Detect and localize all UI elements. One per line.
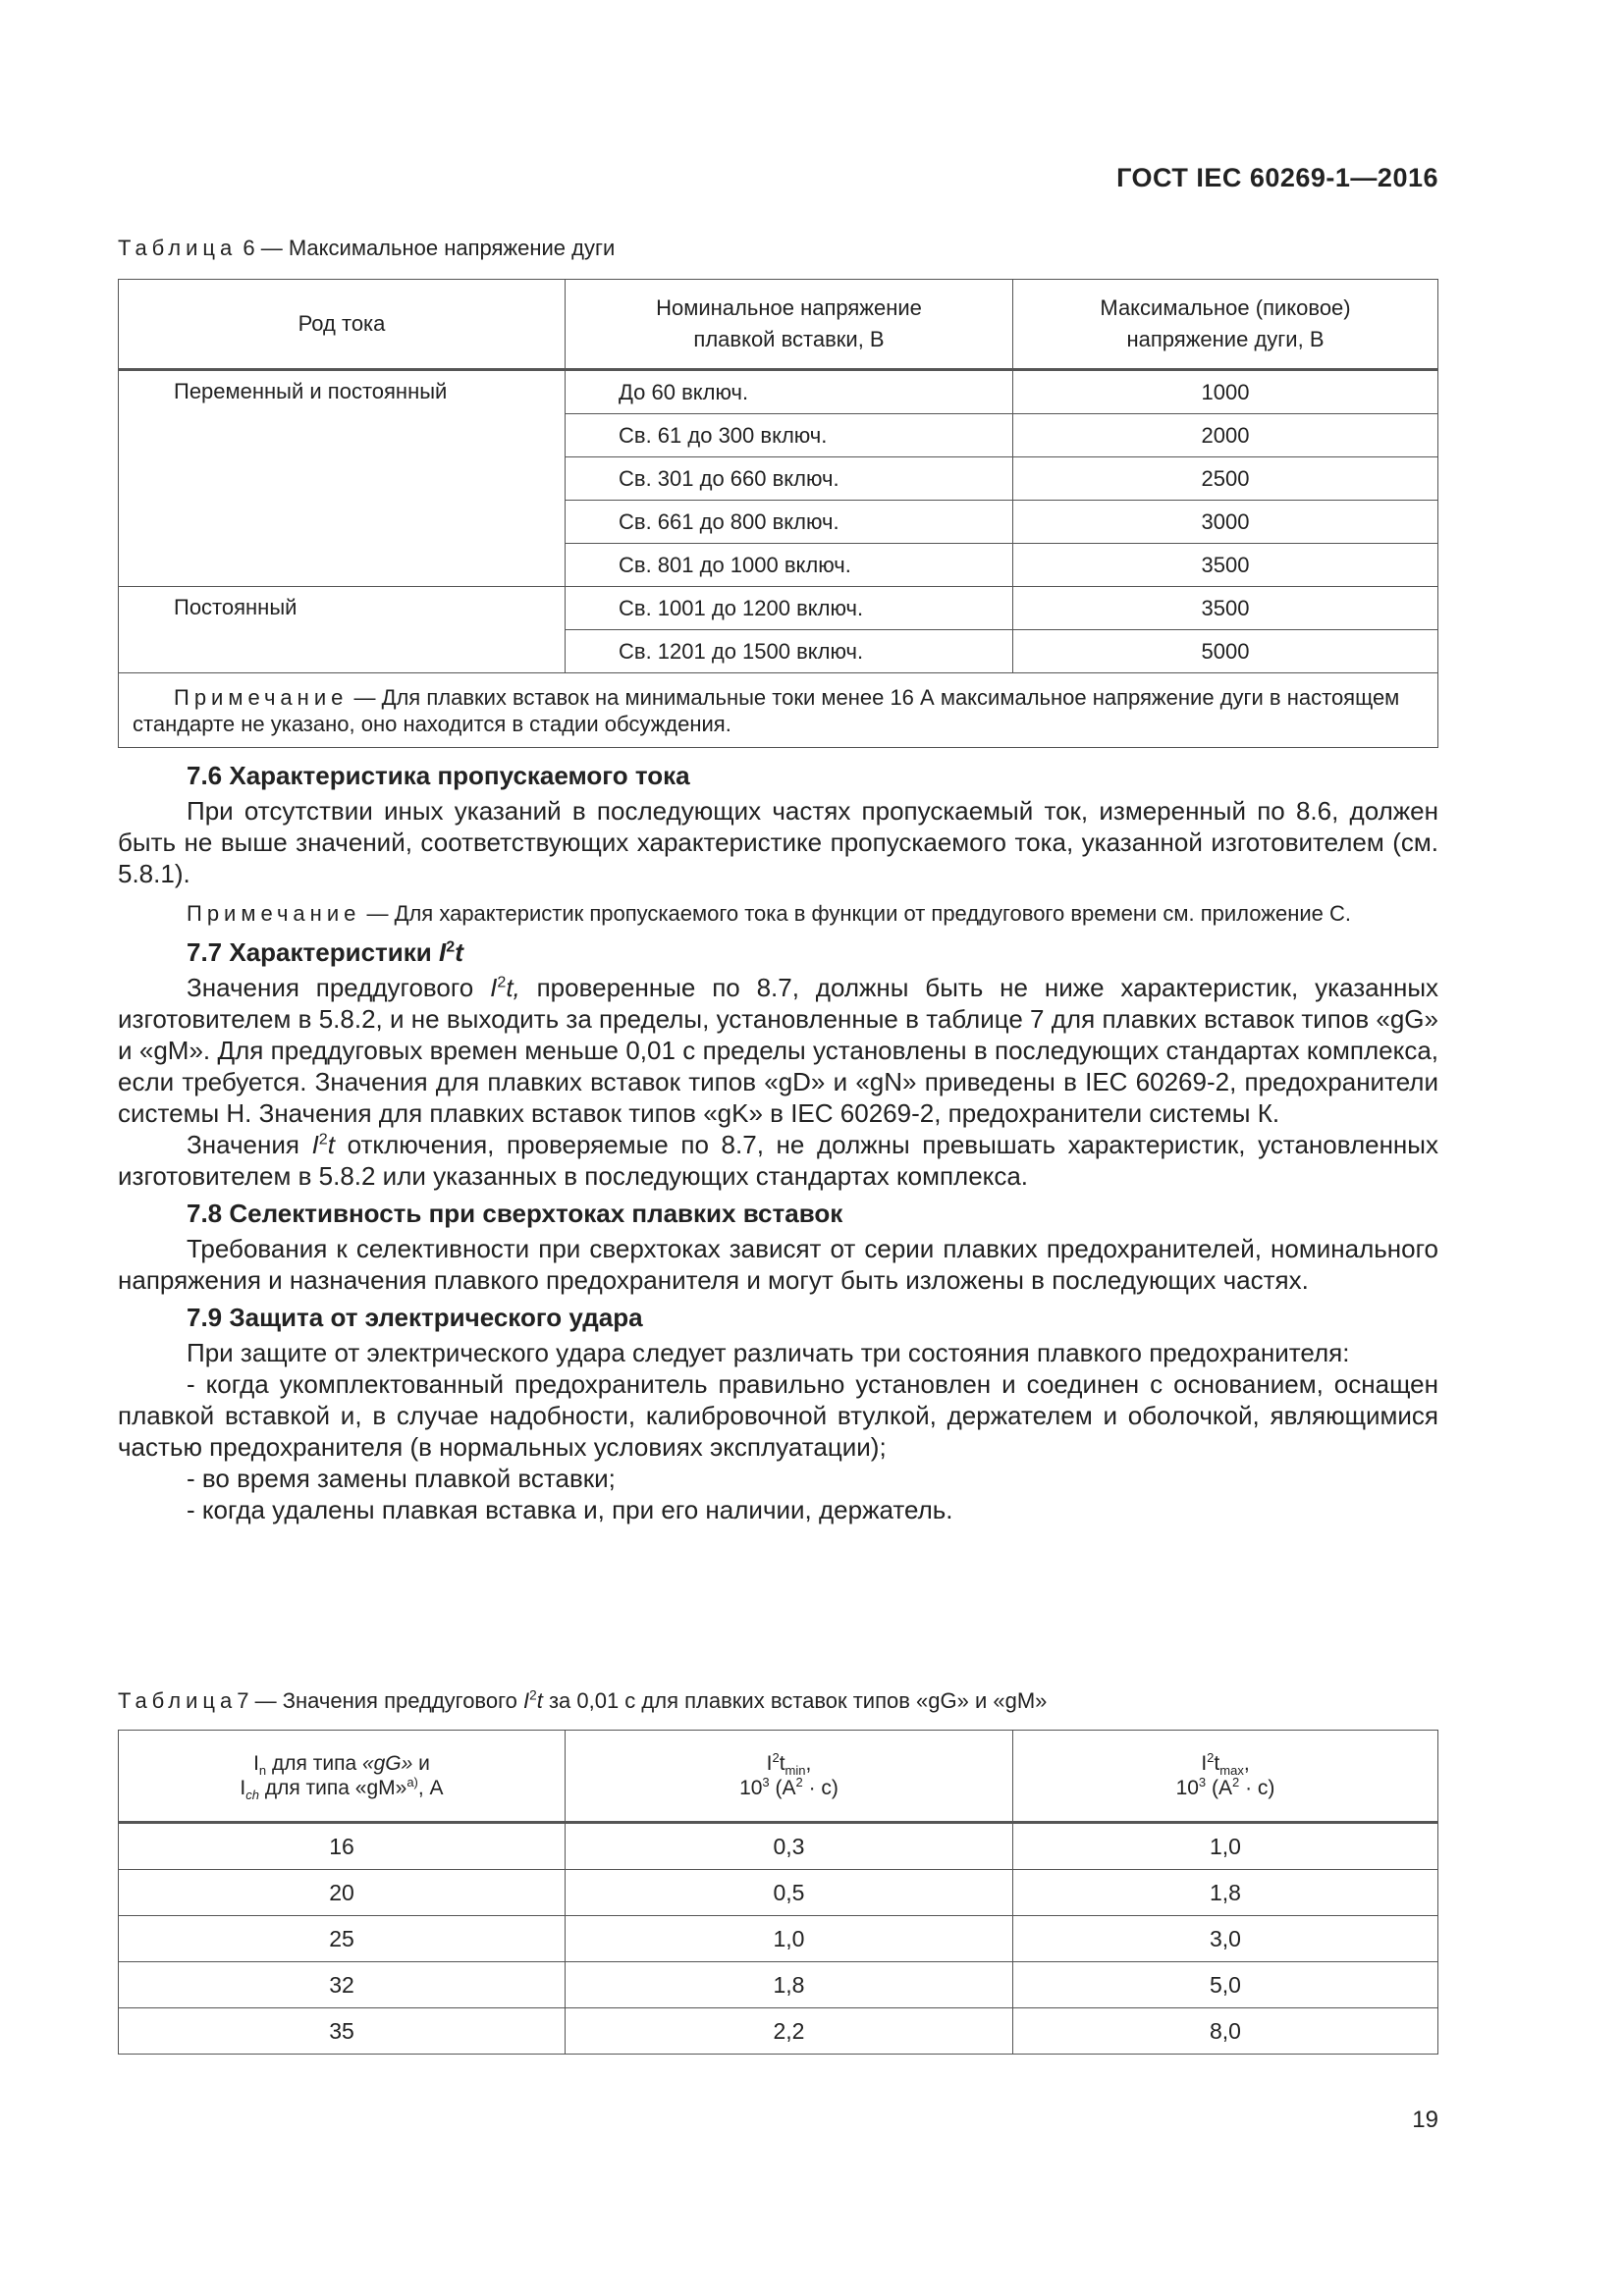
table6-note [119, 673, 1438, 748]
table6-header-arc: Максимальное (пиковое) напряжение дуги, В [1013, 280, 1438, 370]
section-7-8-paragraph: Требования к селективности при сверхтоках зависят от серии плавких предохранителей, номинального напряжения и назначения плавкого предохранителя и могут быть изложены в последующих частях. [118, 1234, 1438, 1295]
table7-header-current: $I_n$ для типа «gG» и $I_{ch}$ для типа «gM»$^{a)}$, А [119, 1731, 566, 1823]
table7-min-cell: 0,5 [566, 1870, 1013, 1916]
section-7-6-note: Примечание — Для характеристик пропускаемого тока в функции от преддугового времени см. приложение С. [187, 901, 1351, 926]
table6-arc-cell: 3500 [1013, 544, 1438, 587]
table6-arc-cell: 2500 [1013, 457, 1438, 501]
section-7-6-paragraph: При отсутствии иных указаний в последующих частях пропускаемый ток, измеренный по 8.6, должен быть не выше значений, соответствующих характеристике пропускаемого тока, указанной изготовителем (см. 5.8.1). [118, 796, 1438, 888]
table6-voltage-cell: Св. 1001 до 1200 включ. [566, 587, 1013, 630]
table6-caption [118, 236, 615, 261]
table6-arc-cell: 3500 [1013, 587, 1438, 630]
table6-header-kind: Род тока [119, 280, 566, 370]
section-7-8-heading: 7.8 Селективность при сверхтоках плавких вставок [187, 1199, 843, 1228]
table-row [119, 1823, 1438, 1870]
table6-voltage-cell: Св. 661 до 800 включ. [566, 501, 1013, 544]
table6-arc-cell: 1000 [1013, 370, 1438, 414]
section-7-9-paragraph: При защите от электрического удара следует различать три состояния плавкого предохранителя: [187, 1338, 1350, 1367]
table-row [119, 1916, 1438, 1962]
table6-arc-cell: 5000 [1013, 630, 1438, 673]
table7-header-min: $I^2t_{min}$, $10^3$ $(А^2 \cdot с)$ [566, 1731, 1013, 1823]
section-7-6-heading: 7.6 Характеристика пропускаемого тока [187, 761, 690, 790]
table6 [118, 279, 1438, 748]
table6-caption-label: Таблица [118, 236, 238, 260]
table6-voltage-cell: Св. 1201 до 1500 включ. [566, 630, 1013, 673]
table7-current-cell: 20 [119, 1870, 566, 1916]
table7-current-cell: 16 [119, 1823, 566, 1870]
table6-voltage-cell: Св. 301 до 660 включ. [566, 457, 1013, 501]
list-item: - когда укомплектованный предохранитель правильно установлен и соединен с основанием, оснащен плавкой вставкой и, в случае надобности, калибровочной втулкой, держателем и оболочкой, являющимися частью предохранителя (в нормальных условиях эксплуатации); [118, 1369, 1438, 1462]
table7-current-cell: 35 [119, 2008, 566, 2055]
table6-note-text: — Для плавких вставок на минимальные токи менее 16 А максимальное напряжение дуги в настоящем стандарте не указано, оно находится в стадии обсуждения. [133, 684, 1400, 736]
table7-current-cell: 32 [119, 1962, 566, 2008]
section-7-9-heading: 7.9 Защита от электрического удара [187, 1303, 643, 1332]
table6-header-voltage: Номинальное напряжение плавкой вставки, В [566, 280, 1013, 370]
table7-min-cell: 0,3 [566, 1823, 1013, 1870]
table7-min-cell: 2,2 [566, 2008, 1013, 2055]
body-sections [118, 760, 1438, 1525]
table7-max-cell: 5,0 [1013, 1962, 1438, 2008]
table6-note-label: Примечание [174, 684, 349, 710]
table6-kind-cell: Постоянный [119, 587, 566, 673]
page-number: 19 [1412, 2107, 1438, 2133]
table-row [119, 370, 1438, 414]
table6-arc-cell: 2000 [1013, 414, 1438, 457]
section-7-7-paragraph-2: Значения $I^2t$ отключения, проверяемые по 8.7, не должны превышать характеристик, установленных изготовителем в 5.8.2 или указанных в последующих стандартах комплекса. [118, 1130, 1438, 1191]
standard-code: ГОСТ IEC 60269-1—2016 [1116, 163, 1438, 192]
table7-max-cell: 3,0 [1013, 1916, 1438, 1962]
table7-max-cell: 1,0 [1013, 1823, 1438, 1870]
table6-kind-cell: Переменный и постоянный [119, 370, 566, 587]
table7-max-cell: 1,8 [1013, 1870, 1438, 1916]
list-item: - когда удалены плавкая вставка и, при его наличии, держатель. [187, 1495, 953, 1524]
table7-current-cell: 25 [119, 1916, 566, 1962]
table-row [119, 1870, 1438, 1916]
table6-arc-cell: 3000 [1013, 501, 1438, 544]
table7-min-cell: 1,8 [566, 1962, 1013, 2008]
table7-header-max: $I^2t_{max}$, $10^3$ $(А^2 \cdot с)$ [1013, 1731, 1438, 1823]
table7-min-cell: 1,0 [566, 1916, 1013, 1962]
section-7-7-paragraph-1: Значения преддугового $I^2t$, проверенные по 8.7, должны быть не ниже характеристик, указанных изготовителем в 5.8.2, и не выходить за пределы, установленные в таблице 7 для плавких вставок типов «gG» и «gM». Для преддуговых времен меньше 0,01 с пределы установлены в последующих стандартах комплекса, если требуется. Значения для плавких вставок типов «gD» и «gN» приведены в IEC 60269-2, предохранители системы Н. Значения для плавких вставок типов «gK» в IEC 60269-2, предохранители системы К. [118, 973, 1439, 1128]
table6-voltage-cell: Св. 801 до 1000 включ. [566, 544, 1013, 587]
table-row [119, 587, 1438, 630]
table6-caption-text: 6 — Максимальное напряжение дуги [243, 236, 616, 260]
table6-header-row [119, 280, 1438, 370]
table7-header-row [119, 1731, 1438, 1823]
table7-caption: Таблица7 — Значения преддугового $I^2t$ за 0,01 с для плавких вставок типов «gG» и «gM» [118, 1687, 1048, 1713]
table7-max-cell: 8,0 [1013, 2008, 1438, 2055]
list-item: - во время замены плавкой вставки; [187, 1464, 616, 1493]
table-row [119, 2008, 1438, 2055]
table6-voltage-cell: До 60 включ. [566, 370, 1013, 414]
table7-caption-label: Таблица [118, 1688, 238, 1713]
table6-voltage-cell: Св. 61 до 300 включ. [566, 414, 1013, 457]
table7 [118, 1730, 1438, 2055]
table-row [119, 1962, 1438, 2008]
section-7-7-heading: 7.7 Характеристики $I^2t$ [187, 937, 463, 967]
